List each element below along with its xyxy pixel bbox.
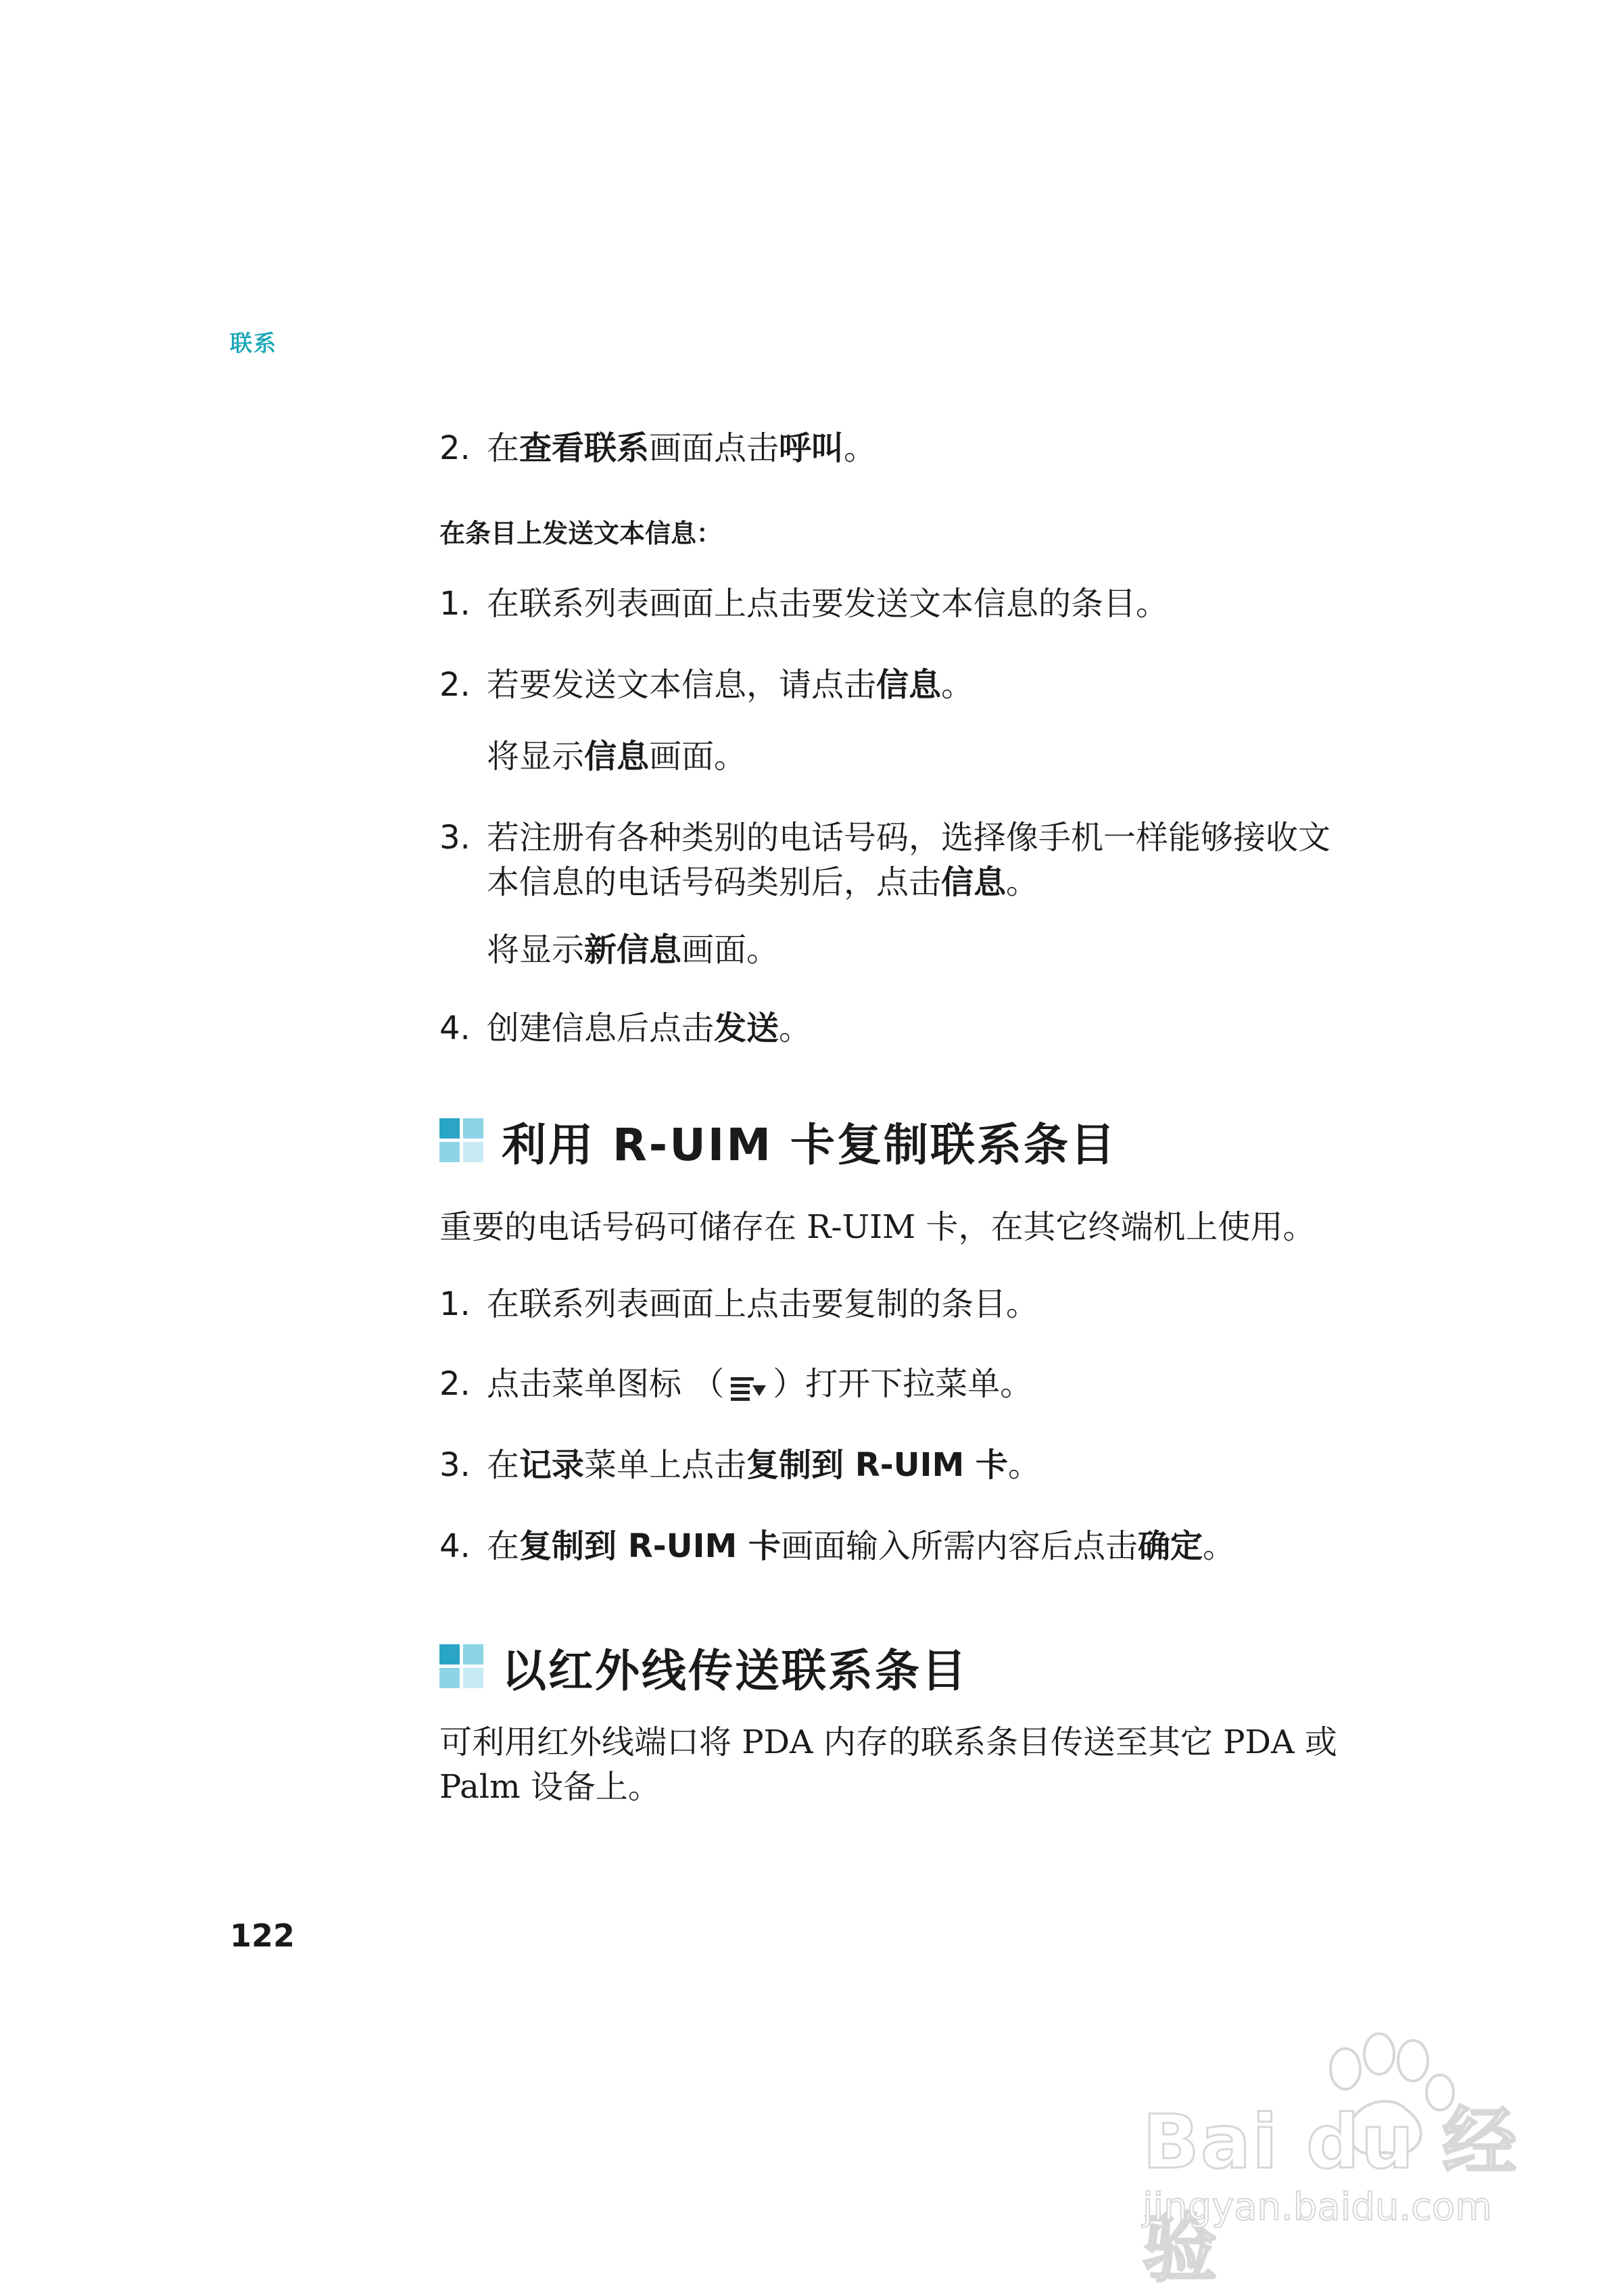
- send-note-3: 将显示新信息画面。: [487, 931, 779, 969]
- watermark-brand: Bai du 经验: [1143, 2099, 1518, 2292]
- step-number: 4.: [439, 1009, 471, 1047]
- step-number: 1.: [439, 585, 471, 623]
- step-text: 在查看联系画面点击呼叫。: [487, 429, 877, 467]
- send-note-2: 将显示信息画面。: [487, 738, 747, 775]
- step-number: 2.: [439, 666, 471, 704]
- step-number: 3.: [439, 1446, 471, 1484]
- ruim-intro: 重要的电话号码可储存在 R-UIM 卡，在其它终端机上使用。: [439, 1208, 1316, 1246]
- send-text-subheading: 在条目上发送文本信息：: [439, 519, 723, 548]
- step-text: 若要发送文本信息，请点击信息。: [487, 666, 974, 704]
- baidu-watermark: [1143, 2028, 1521, 2292]
- step-text: 在联系列表画面上点击要发送文本信息的条目。: [487, 585, 1169, 623]
- call-label: 呼叫: [779, 429, 844, 467]
- ruim-section-heading: [439, 1110, 1117, 1171]
- section-title: 利用 R-UIM 卡复制联系条目: [502, 1118, 1117, 1171]
- step-number: 2.: [439, 429, 471, 467]
- step-text: 在联系列表画面上点击要复制的条目。: [487, 1285, 1039, 1323]
- section-title: 以红外线传送联系条目: [502, 1644, 968, 1697]
- step-text: 点击菜单图标 （ ）打开下拉菜单。: [487, 1365, 1033, 1403]
- step-text: 若注册有各种类别的电话号码，选择像手机一样能够接收文 本信息的电话号码类别后，点击信息。: [487, 819, 1331, 901]
- page-number: 122: [230, 1917, 295, 1954]
- section-marker-icon: [439, 1118, 484, 1163]
- record-menu-label: 记录: [519, 1446, 585, 1484]
- step-number: 1.: [439, 1285, 471, 1323]
- step-number: 4.: [439, 1527, 471, 1565]
- step-number: 2.: [439, 1365, 471, 1403]
- step-text: 在记录菜单上点击复制到 R-UIM 卡。: [487, 1446, 1040, 1484]
- step-number: 3.: [439, 819, 471, 857]
- watermark-url: jingyan.baidu.com: [1143, 2185, 1492, 2229]
- copy-to-ruim-label: 复制到 R-UIM 卡: [746, 1446, 1008, 1484]
- ir-section-heading: [439, 1636, 968, 1697]
- step-text: 在复制到 R-UIM 卡画面输入所需内容后点击确定。: [487, 1527, 1235, 1565]
- step-text: 创建信息后点击发送。: [487, 1009, 812, 1047]
- send-label: 发送: [714, 1009, 779, 1047]
- ok-label: 确定: [1137, 1527, 1203, 1565]
- message-label: 信息: [876, 666, 942, 704]
- running-head: 联系: [230, 330, 277, 356]
- section-marker-icon: [439, 1644, 484, 1689]
- menu-dropdown-icon: [728, 1372, 769, 1402]
- ir-paragraph: 可利用红外线端口将 PDA 内存的联系条目传送至其它 PDA 或 Palm 设备上。: [439, 1723, 1337, 1806]
- view-contact-label: 查看联系: [519, 429, 650, 467]
